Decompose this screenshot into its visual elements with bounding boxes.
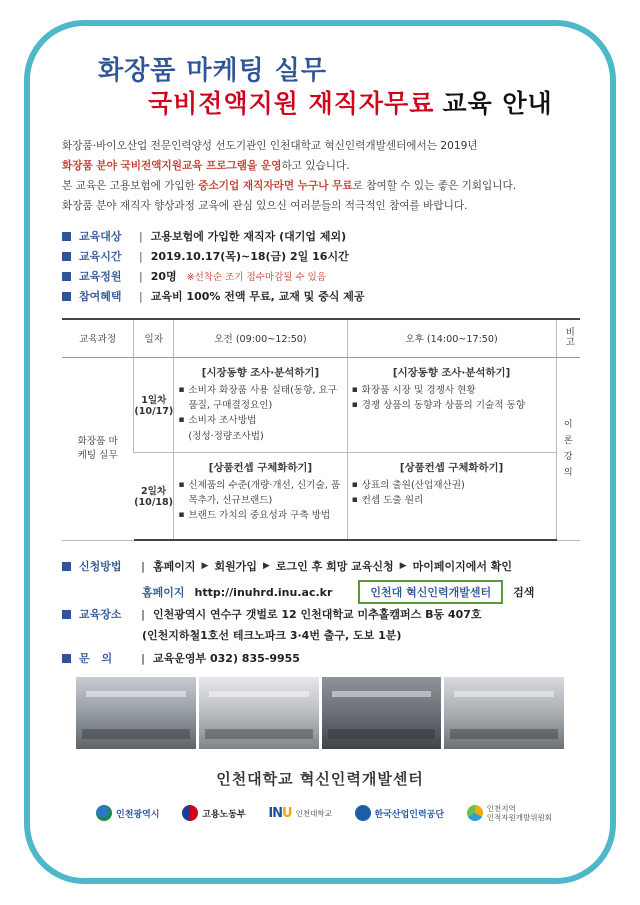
info-capacity [62, 266, 582, 286]
taegeuk-emblem-icon [182, 805, 198, 821]
separator: | [139, 229, 143, 243]
pm-cell [347, 452, 556, 540]
hrd-council-logo [467, 804, 552, 822]
list-item: ▪ 소비자 화장품 사용 실태(동향, 요구품질, 구매결정요인) [188, 383, 340, 413]
location-line1: 인천광역시 연수구 갯벌로 12 인천대학교 미추홀캠퍼스 B동 407호 [153, 608, 482, 621]
logo-row [96, 798, 552, 828]
schedule-header-row [62, 319, 580, 357]
homepage-label: 홈페이지 [142, 586, 185, 599]
separator: | [139, 289, 143, 303]
header-am: 오전 (09:00~12:50) [174, 319, 347, 357]
info-time [62, 246, 582, 266]
separator: | [139, 249, 143, 263]
classroom-photo [444, 677, 564, 749]
am-topic: [상품컨셉 구체화하기] [208, 461, 313, 474]
square-bullet-icon [62, 292, 71, 301]
intro-paragraph [62, 136, 582, 216]
list-item: ▪ 소비자 조사방법 [188, 413, 340, 428]
list-item-sub: (정성·정량조사법) [188, 430, 264, 442]
info-label: 교육시간 [79, 250, 122, 263]
inu-logo [268, 806, 332, 821]
hrdk-logo [355, 805, 445, 821]
incheon-logo-text: 인천광역시 [116, 809, 160, 820]
info-value: 2019.10.17(목)~18(금) 2일 16시간 [150, 250, 349, 263]
moel-logo-text: 고용노동부 [202, 809, 246, 820]
intro-line3-highlight: 중소기업 재직자라면 누구나 무료 [198, 180, 353, 192]
inquiry-row [62, 649, 582, 667]
course-name-cell [62, 357, 134, 540]
day-date: (10/18) [134, 497, 174, 509]
moel-logo [182, 805, 245, 821]
location-label: 교육장소 [79, 608, 122, 621]
pm-topic: [시장동향 조사·분석하기] [392, 366, 511, 379]
schedule-row-day2 [62, 452, 580, 540]
square-bullet-icon [62, 272, 71, 281]
inu-logo-text: 인천대학교 [295, 808, 332, 818]
info-benefit [62, 286, 582, 306]
day-cell [134, 452, 174, 540]
inu-mark-icon: INU [268, 805, 292, 821]
separator: | [141, 559, 146, 573]
day-date: (10/17) [134, 406, 174, 417]
square-bullet-icon [62, 252, 71, 261]
organization-name: 인천대학교 혁신인력개발센터 [216, 770, 424, 788]
classroom-photo [322, 677, 442, 749]
separator: | [141, 651, 146, 665]
pm-topic: [상품컨셉 구체화하기] [399, 461, 504, 474]
note-text: 이론 강의 [563, 419, 573, 478]
intro-line4: 화장품 분야 재직자 향상과정 교육에 관심 있으신 여러분들의 적극적인 참여를 바랍니다. [62, 200, 468, 212]
incheon-emblem-icon [96, 805, 112, 821]
homepage-url-link[interactable]: http://inuhrd.inu.ac.kr [194, 585, 333, 599]
apply-step: 홈페이지 [153, 560, 196, 573]
search-keyword-box: 인천대 혁신인력개발센터 [358, 580, 503, 604]
list-item: ▪ 경쟁 상품의 동향과 상품의 기술적 동향 [362, 398, 550, 413]
intro-line3-post: 로 참여할 수 있는 좋은 기회입니다. [352, 180, 517, 192]
info-label: 참여혜택 [79, 290, 122, 303]
list-item: ▪ 상표의 출원(산업재산권) [362, 478, 550, 493]
hrdk-logo-text: 한국산업인력공단 [374, 809, 445, 820]
arrow-right-icon: ▶ [201, 561, 209, 571]
list-item: ▪ 브랜드 가치의 중요성과 구축 방법 [188, 508, 340, 523]
info-note: ※선착순 조기 접수마감될 수 있음 [186, 272, 326, 283]
apply-step: 마이페이지에서 확인 [412, 560, 513, 573]
list-item: ▪ 신제품의 수준(개량·개선, 신기술, 품목추가, 신규브랜드) [188, 478, 340, 508]
am-topic: [시장동향 조사·분석하기] [201, 366, 320, 379]
header-course: 교육과정 [62, 319, 134, 357]
intro-line2 [62, 156, 582, 176]
hrdk-emblem-icon [355, 805, 371, 821]
incheon-logo [96, 805, 159, 821]
intro-line3 [62, 176, 582, 196]
intro-line2-rest: 하고 있습니다. [281, 160, 350, 172]
am-cell [174, 357, 347, 452]
header-day: 일자 [134, 319, 174, 357]
info-value: 고용보험에 가입한 재직자 (대기업 제외) [150, 230, 347, 243]
arrow-right-icon: ▶ [399, 561, 407, 571]
note-cell [556, 357, 580, 540]
info-label: 교육정원 [79, 270, 122, 283]
title-line2 [148, 84, 553, 120]
info-value: 20명 [150, 270, 177, 283]
council-emblem-icon [467, 805, 483, 821]
square-bullet-icon [62, 232, 71, 241]
inquiry-section [62, 649, 582, 667]
pm-cell [347, 357, 556, 452]
search-text: 검색 [513, 586, 535, 599]
list-item: ▪ 화장품 시장 및 경쟁사 현황 [362, 383, 550, 398]
location-line2: (인천지하철1호선 테크노파크 3·4번 출구, 도보 1분) [142, 629, 402, 642]
arrow-right-icon: ▶ [262, 561, 270, 571]
title-guide: 교육 안내 [442, 89, 553, 118]
location-section [62, 605, 582, 643]
info-list [62, 226, 582, 306]
info-target [62, 226, 582, 246]
schedule-row-day1 [62, 357, 580, 452]
day-label: 2일차 [140, 486, 167, 498]
separator: | [139, 269, 143, 283]
square-bullet-icon [62, 654, 71, 663]
info-label: 교육대상 [79, 230, 122, 243]
schedule-table [62, 318, 580, 541]
course-name: 화장품 마케팅 실무 [77, 435, 118, 461]
day-cell [134, 357, 174, 452]
title-line1: 화장품 마케팅 실무 [98, 56, 328, 86]
am-cell [174, 452, 347, 540]
apply-step: 회원가입 [214, 560, 257, 573]
day-label: 1일차 [141, 395, 167, 406]
info-value: 교육비 100% 전액 무료, 교재 및 중식 제공 [150, 290, 365, 303]
title-free-support: 국비전액지원 재직자무료 [148, 89, 435, 118]
apply-step: 로그인 후 희망 교육신청 [275, 560, 394, 573]
photo-strip [76, 677, 564, 749]
header-pm: 오후 (14:00~17:50) [347, 319, 556, 357]
inquiry-value: 교육운영부 032) 835-9955 [153, 652, 300, 665]
lab-photo [76, 677, 196, 749]
list-item: ▪ 컨셉 도출 원리 [362, 493, 550, 508]
lab-photo [199, 677, 319, 749]
separator: | [141, 607, 146, 621]
square-bullet-icon [62, 610, 71, 619]
intro-line3-pre: 본 교육은 고용보험에 가입한 [62, 180, 199, 192]
apply-section [62, 555, 582, 605]
header-note: 비고 [556, 319, 580, 357]
intro-line1: 화장품·바이오산업 전문인력양성 선도기관인 인천대학교 혁신인력개발센터에서는 2019년 [62, 140, 478, 152]
council-logo-text: 인천지역 인적자원개발위원회 [486, 804, 552, 822]
inquiry-label: 문 의 [79, 652, 117, 665]
square-bullet-icon [62, 562, 71, 571]
intro-line2-highlight: 화장품 분야 국비전액지원교육 프로그램을 운영 [62, 160, 282, 172]
apply-label: 신청방법 [79, 560, 122, 573]
location-row [62, 605, 582, 623]
homepage-row [62, 579, 582, 605]
apply-steps [62, 555, 582, 577]
